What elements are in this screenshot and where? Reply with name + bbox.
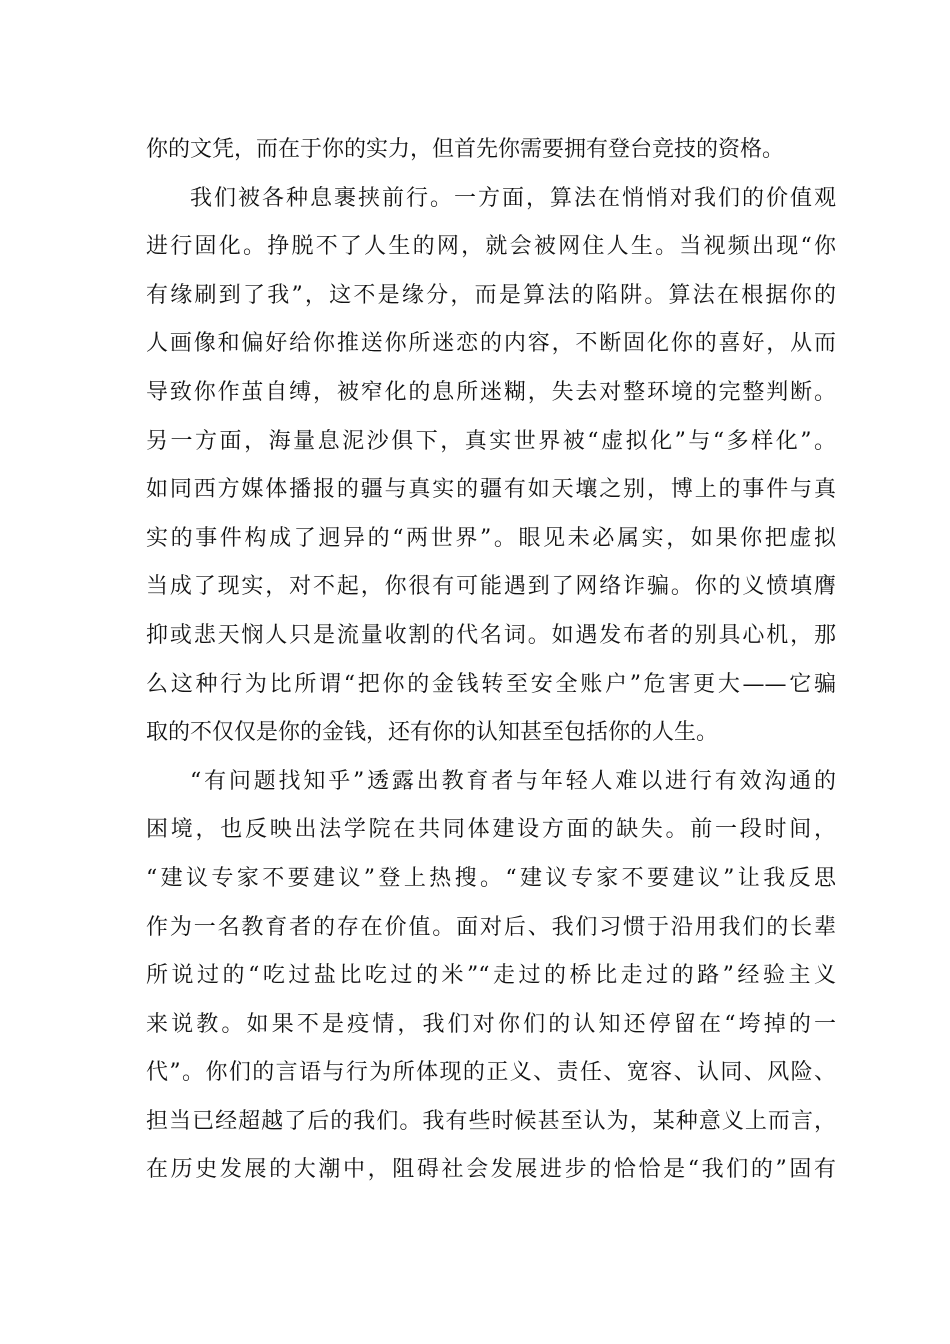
- text-line: 当成了现实，对不起，你很有可能遇到了网络诈骗。你的义愤填膺: [146, 574, 836, 600]
- text-line: 抑或悲天悯人只是流量收割的代名词。如遇发布者的别具心机，那: [146, 622, 836, 648]
- text-line: 担当已经超越了后的我们。我有些时候甚至认为，某种意义上而言，: [146, 1108, 836, 1134]
- text-line: 在历史发展的大潮中，阻碍社会发展进步的恰恰是“我们的”固有: [146, 1157, 836, 1183]
- text-line: 来说教。如果不是疫情，我们对你们的认知还停留在“垮掉的一: [146, 1011, 836, 1037]
- text-line: 代”。你们的言语与行为所体现的正义、责任、宽容、认同、风险、: [146, 1060, 836, 1086]
- text-line: “建议专家不要建议”登上热搜。“建议专家不要建议”让我反思: [146, 865, 836, 891]
- text-line: 另一方面，海量息泥沙俱下，真实世界被“虚拟化”与“多样化”。: [146, 428, 836, 454]
- text-line: 么这种行为比所谓“把你的金钱转至安全账户”危害更大——它骗: [146, 671, 836, 697]
- text-line: 取的不仅仅是你的金钱，还有你的认知甚至包括你的人生。: [146, 720, 719, 746]
- text-line: 困境，也反映出法学院在共同体建设方面的缺失。前一段时间，: [146, 817, 836, 843]
- text-line: 导致你作茧自缚，被窄化的息所迷糊，失去对整环境的完整判断。: [146, 379, 836, 405]
- text-line: 实的事件构成了迥异的“两世界”。眼见未必属实，如果你把虚拟: [146, 525, 836, 551]
- text-line: 进行固化。挣脱不了人生的网，就会被网住人生。当视频出现“你: [146, 234, 836, 260]
- text-line: 有缘刷到了我”，这不是缘分，而是算法的陷阱。算法在根据你的: [146, 282, 836, 308]
- text-line: 如同西方媒体播报的疆与真实的疆有如天壤之别，博上的事件与真: [146, 477, 836, 503]
- text-line: 我们被各种息裹挟前行。一方面，算法在悄悄对我们的价值观: [190, 185, 836, 211]
- text-line: 你的文凭，而在于你的实力，但首先你需要拥有登台竞技的资格。: [146, 137, 785, 162]
- document-body-text: [146, 126, 836, 1195]
- text-line: 所说过的“吃过盐比吃过的米”“走过的桥比走过的路”经验主义: [146, 963, 836, 989]
- text-line: 人画像和偏好给你推送你所迷恋的内容，不断固化你的喜好，从而: [146, 331, 836, 357]
- text-line: “有问题找知乎”透露出教育者与年轻人难以进行有效沟通的: [190, 768, 836, 794]
- text-line: 作为一名教育者的存在价值。面对后、我们习惯于沿用我们的长辈: [146, 914, 836, 940]
